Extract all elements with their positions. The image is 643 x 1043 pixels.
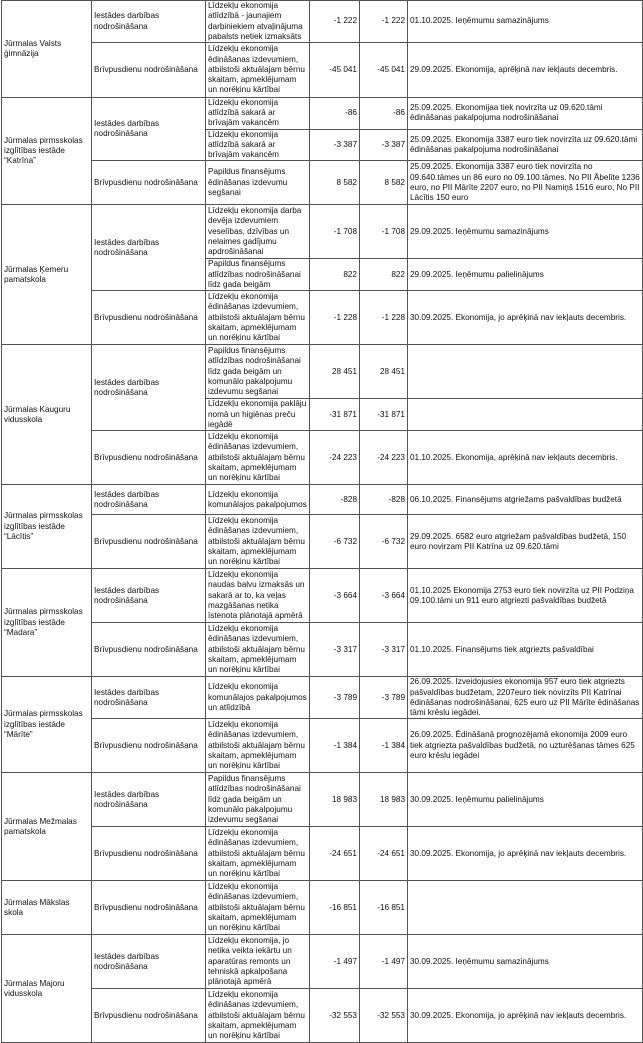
note-cell: 30.09.2025. Ekonomija, jo aprēķinā nav iekļauts decembris. bbox=[408, 291, 643, 345]
amount-total-cell: -3 387 bbox=[360, 129, 408, 161]
note-cell: 01.10.2025 Ekonomija 2753 euro tiek novirzīta uz PII Podziņa 09.100.tāmi un 911 euro atgriezti pašvaldības budžetā bbox=[408, 569, 643, 623]
category-cell: Iestādes darbības nodrošināšana bbox=[92, 345, 206, 431]
amount-cell: -16 851 bbox=[310, 881, 360, 935]
table-row bbox=[2, 623, 643, 677]
description-cell: Līdzekļu ekonomija paklāju nomā un higiēnas preču iegādē bbox=[206, 399, 310, 431]
amount-cell: 18 983 bbox=[310, 773, 360, 827]
amount-total-cell: -16 851 bbox=[360, 881, 408, 935]
table-row bbox=[2, 569, 643, 623]
amount-total-cell: -3 664 bbox=[360, 569, 408, 623]
note-cell: 01.10.2025. Ieņēmumu samazinājums bbox=[408, 1, 643, 43]
category-cell: Brīvpusdienu nodrošināšana bbox=[92, 43, 206, 98]
note-cell: 26.09.2025. Izveidojusies ekonomija 957 euro tiek atgriezts pašvaldības budžetam, 2207euro tiek novirzīts PII Katrīnai ēdināšanas nodrošināšanai, 625 euro uz PII Mārīte ēdināšanas tāmi krēslu iegādei. bbox=[408, 677, 643, 719]
amount-total-cell: -3 789 bbox=[360, 677, 408, 719]
description-cell: Līdzekļu ekonomija komunālajos pakalpojumos bbox=[206, 485, 310, 515]
amount-cell: -31 871 bbox=[310, 399, 360, 431]
description-cell: Līdzekļu ekonomija atlīdzībā sakarā ar brīvajām vakancēm bbox=[206, 129, 310, 161]
category-cell: Iestādes darbības nodrošināšana bbox=[92, 935, 206, 989]
institution-cell: Jūrmalas pirmsskolas izglītības iestāde “Madara” bbox=[2, 569, 92, 677]
note-cell bbox=[408, 399, 643, 431]
table-row bbox=[2, 161, 643, 205]
amount-total-cell: -24 223 bbox=[360, 431, 408, 485]
amount-cell: -1 384 bbox=[310, 719, 360, 773]
category-cell: Brīvpusdienu nodrošināšana bbox=[92, 989, 206, 1043]
amount-cell: -86 bbox=[310, 98, 360, 130]
description-cell: Līdzekļu ekonomija ēdināšanas izdevumiem, atbilstoši aktuālajam bērnu skaitam, apmeklējumam un norēķinu kārtībai bbox=[206, 515, 310, 569]
amount-total-cell: 28 451 bbox=[360, 345, 408, 399]
note-cell: 30.09.2025. Ieņēmumu palielinājums bbox=[408, 773, 643, 827]
table-row bbox=[2, 827, 643, 881]
note-cell: 29.09.2025. Ieņēmumu samazinājums bbox=[408, 205, 643, 259]
table-row bbox=[2, 677, 643, 719]
table-row bbox=[2, 881, 643, 935]
table-row bbox=[2, 345, 643, 399]
table-row bbox=[2, 431, 643, 485]
table-row bbox=[2, 989, 643, 1043]
note-cell: 01.10.2025. Ekonomija, aprēķinā nav iekļauts decembris. bbox=[408, 431, 643, 485]
amount-cell: -24 651 bbox=[310, 827, 360, 881]
institution-cell: Jūrmalas Kauguru vidusskola bbox=[2, 345, 92, 485]
note-cell: 30.09.2025. Ekonomija, jo aprēķinā nav iekļauts decembris. bbox=[408, 827, 643, 881]
note-cell: 29.09.2025. Ekonomija, aprēķinā nav iekļauts decembris. bbox=[408, 43, 643, 98]
table-row bbox=[2, 773, 643, 827]
amount-total-cell: -1 708 bbox=[360, 205, 408, 259]
amount-total-cell: -6 732 bbox=[360, 515, 408, 569]
amount-cell: 822 bbox=[310, 259, 360, 291]
category-cell: Iestādes darbības nodrošināšana bbox=[92, 98, 206, 161]
category-cell: Iestādes darbības nodrošināšana bbox=[92, 773, 206, 827]
category-cell: Brīvpusdienu nodrošināšana bbox=[92, 291, 206, 345]
amount-total-cell: -86 bbox=[360, 98, 408, 130]
table-row bbox=[2, 485, 643, 515]
category-cell: Iestādes darbības nodrošināšana bbox=[92, 485, 206, 515]
description-cell: Līdzekļu ekonomija ēdināšanas izdevumiem, atbilstoši aktuālajam bērnu skaitam, apmeklējumam un norēķinu kārtībai bbox=[206, 989, 310, 1043]
category-cell: Iestādes darbības nodrošināšana bbox=[92, 569, 206, 623]
institution-cell: Jūrmalas Ķemeru pamatskola bbox=[2, 205, 92, 345]
table-row bbox=[2, 43, 643, 98]
amount-cell: -1 228 bbox=[310, 291, 360, 345]
amount-total-cell: -24 651 bbox=[360, 827, 408, 881]
category-cell: Iestādes darbības nodrošināšana bbox=[92, 1, 206, 43]
note-cell: 30.09.2025. Ekonomija, jo aprēķinā nav iekļauts decembris. bbox=[408, 989, 643, 1043]
table-row bbox=[2, 515, 643, 569]
amount-cell: -3 789 bbox=[310, 677, 360, 719]
note-cell: 26.09.2025. Ēdināšanā prognozējamā ekonomija 2009 euro tiek atgriezta pašvaldības budžetā, no uzturēšanas tāmes 625 euro krēslu iegādei bbox=[408, 719, 643, 773]
description-cell: Līdzekļu ekonomija naudas balvu izmaksās un sakarā ar to, ka veļas mazgāšanas netika īstenota plānotajā apmērā bbox=[206, 569, 310, 623]
amount-total-cell: -828 bbox=[360, 485, 408, 515]
description-cell: Papildus finansējums ēdināšanas izdevumu segšanai bbox=[206, 161, 310, 205]
description-cell: Līdzekļu ekonomija komunālajos pakalpojumos un atlīdzībā bbox=[206, 677, 310, 719]
institution-cell: Jūrmalas Majoru vidusskola bbox=[2, 935, 92, 1043]
amount-total-cell: -1 384 bbox=[360, 719, 408, 773]
amount-cell: -32 553 bbox=[310, 989, 360, 1043]
table-row bbox=[2, 935, 643, 989]
description-cell: Līdzekļu ekonomija atlīdzībā - jaunajiem darbiniekiem atvaļinājuma pabalsts netiek izmaksāts bbox=[206, 1, 310, 43]
category-cell: Brīvpusdienu nodrošināšana bbox=[92, 431, 206, 485]
amount-cell: -828 bbox=[310, 485, 360, 515]
table-row bbox=[2, 98, 643, 130]
amount-total-cell: -45 041 bbox=[360, 43, 408, 98]
amount-cell: -1 222 bbox=[310, 1, 360, 43]
amount-total-cell: 822 bbox=[360, 259, 408, 291]
amount-total-cell: -3 317 bbox=[360, 623, 408, 677]
institution-cell: Jūrmalas Mežmalas pamatskola bbox=[2, 773, 92, 881]
budget-changes-table bbox=[1, 0, 643, 1043]
amount-total-cell: -32 553 bbox=[360, 989, 408, 1043]
table-row bbox=[2, 205, 643, 259]
amount-cell: 8 582 bbox=[310, 161, 360, 205]
institution-cell: Jūrmalas pirmsskolas izglītības iestāde “Katrīna” bbox=[2, 98, 92, 205]
amount-cell: -1 708 bbox=[310, 205, 360, 259]
table-row bbox=[2, 1, 643, 43]
category-cell: Brīvpusdienu nodrošināšana bbox=[92, 515, 206, 569]
table-row bbox=[2, 719, 643, 773]
note-cell bbox=[408, 881, 643, 935]
description-cell: Līdzekļu ekonomija ēdināšanas izdevumiem, atbilstoši aktuālajam bērnu skaitam, apmeklējumam un norēķinu kārtībai bbox=[206, 827, 310, 881]
description-cell: Līdzekļu ekonomija atlīdzībā sakarā ar brīvajām vakancēm bbox=[206, 98, 310, 130]
category-cell: Brīvpusdienu nodrošināšana bbox=[92, 623, 206, 677]
institution-cell: Jūrmalas Valsts ģimnāzija bbox=[2, 1, 92, 98]
amount-total-cell: -31 871 bbox=[360, 399, 408, 431]
institution-cell: Jūrmalas pirmsskolas izglītības iestāde “Mārīte” bbox=[2, 677, 92, 773]
amount-cell: -1 497 bbox=[310, 935, 360, 989]
amount-cell: -45 041 bbox=[310, 43, 360, 98]
institution-cell: Jūrmalas Mākslas skola bbox=[2, 881, 92, 935]
description-cell: Papildus finansējums atlīdzības nodrošināšanai līdz gada beigām un komunālo pakalpojumu izdevumu segšanai bbox=[206, 345, 310, 399]
description-cell: Līdzekļu ekonomija, jo netika veikta iekārtu un aparatūras remonts un tehniskā apkalpošana plānotajā apmērā bbox=[206, 935, 310, 989]
amount-cell: -3 317 bbox=[310, 623, 360, 677]
note-cell: 29.09.2025. Ieņēmumu palielinājums bbox=[408, 259, 643, 291]
description-cell: Līdzekļu ekonomija ēdināšanas izdevumiem, atbilstoši aktuālajam bērnu skaitam, apmeklējumam un norēķinu kārtībai bbox=[206, 623, 310, 677]
note-cell: 06.10.2025. Finansējums atgriežams pašvaldības budžetā bbox=[408, 485, 643, 515]
amount-total-cell: 8 582 bbox=[360, 161, 408, 205]
note-cell: 25.09.2025. Ekonomijaa tiek novirzīta uz 09.620.tāmi ēdināšanas pakalpojuma nodrošināšanai bbox=[408, 98, 643, 130]
category-cell: Brīvpusdienu nodrošināšana bbox=[92, 881, 206, 935]
description-cell: Papildus finansējums atlīdzības nodrošināšanai līdz gada beigām un komunālo pakalpojumu izdevumu segšanai bbox=[206, 773, 310, 827]
amount-cell: 28 451 bbox=[310, 345, 360, 399]
description-cell: Līdzekļu ekonomija ēdināšanas izdevumiem, atbilstoši aktuālajam bērnu skaitam, apmeklējumam un norēķinu kārtībai bbox=[206, 291, 310, 345]
amount-cell: -24 223 bbox=[310, 431, 360, 485]
description-cell: Līdzekļu ekonomija ēdināšanas izdevumiem, atbilstoši aktuālajam bērnu skaitam, apmeklējumam un norēķinu kārtībai bbox=[206, 881, 310, 935]
note-cell: 30.09.2025. Ieņēmumu samazinājums bbox=[408, 935, 643, 989]
institution-cell: Jūrmalas pirmsskolas izglītības iestāde “Lācītis” bbox=[2, 485, 92, 569]
note-cell bbox=[408, 345, 643, 399]
table-row bbox=[2, 291, 643, 345]
description-cell: Līdzekļu ekonomija ēdināšanas izdevumiem, atbilstoši aktuālajam bērnu skaitam, apmeklējumam un norēķinu kārtībai bbox=[206, 43, 310, 98]
amount-total-cell: -1 228 bbox=[360, 291, 408, 345]
description-cell: Līdzekļu ekonomija ēdināšanas izdevumiem, atbilstoši aktuālajam bērnu skaitam, apmeklējumam un norēķinu kārtībai bbox=[206, 431, 310, 485]
note-cell: 01.10.2025. Finansējums tiek atgriezts pašvaldībai bbox=[408, 623, 643, 677]
note-cell: 29.09.2025. 6582 euro atgriežam pašvaldības budžetā, 150 euro novirzam PII Katrīna uz 09.620.tāmi bbox=[408, 515, 643, 569]
category-cell: Brīvpusdienu nodrošināšana bbox=[92, 827, 206, 881]
amount-cell: -3 664 bbox=[310, 569, 360, 623]
description-cell: Papildus finansējums atlīdzības nodrošināšanai līdz gada beigām bbox=[206, 259, 310, 291]
note-cell: 25.09.2025. Ekonomija 3387 euro tiek novirzīta no 09.640.tāmes un 86 euro no 09.100.tāmes. No PII Ābelīte 1236 euro, no PII Mārīte 2207 euro, no PII Namiņš 1516 euro, No PII Lācītis 150 euro bbox=[408, 161, 643, 205]
amount-total-cell: -1 497 bbox=[360, 935, 408, 989]
description-cell: Līdzekļu ekonomija ēdināšanas izdevumiem, atbilstoši aktuālajam bērnu skaitam, apmeklējumam un norēķinu kārtībai bbox=[206, 719, 310, 773]
amount-total-cell: -1 222 bbox=[360, 1, 408, 43]
category-cell: Brīvpusdienu nodrošināšana bbox=[92, 161, 206, 205]
amount-cell: -6 732 bbox=[310, 515, 360, 569]
category-cell: Iestādes darbības nodrošināšana bbox=[92, 205, 206, 291]
amount-cell: -3 387 bbox=[310, 129, 360, 161]
category-cell: Iestādes darbības nodrošināšana bbox=[92, 677, 206, 719]
description-cell: Līdzekļu ekonomija darba devēja izdevumiem veselības, dzīvības un nelaimes gadījumu apdrošināšanai bbox=[206, 205, 310, 259]
amount-total-cell: 18 983 bbox=[360, 773, 408, 827]
category-cell: Brīvpusdienu nodrošināšana bbox=[92, 719, 206, 773]
note-cell: 25.09.2025. Ekonomija 3387 euro tiek novirzīta uz 09.620.tāmi ēdināšanas pakalpojuma nodrošināšanai bbox=[408, 129, 643, 161]
